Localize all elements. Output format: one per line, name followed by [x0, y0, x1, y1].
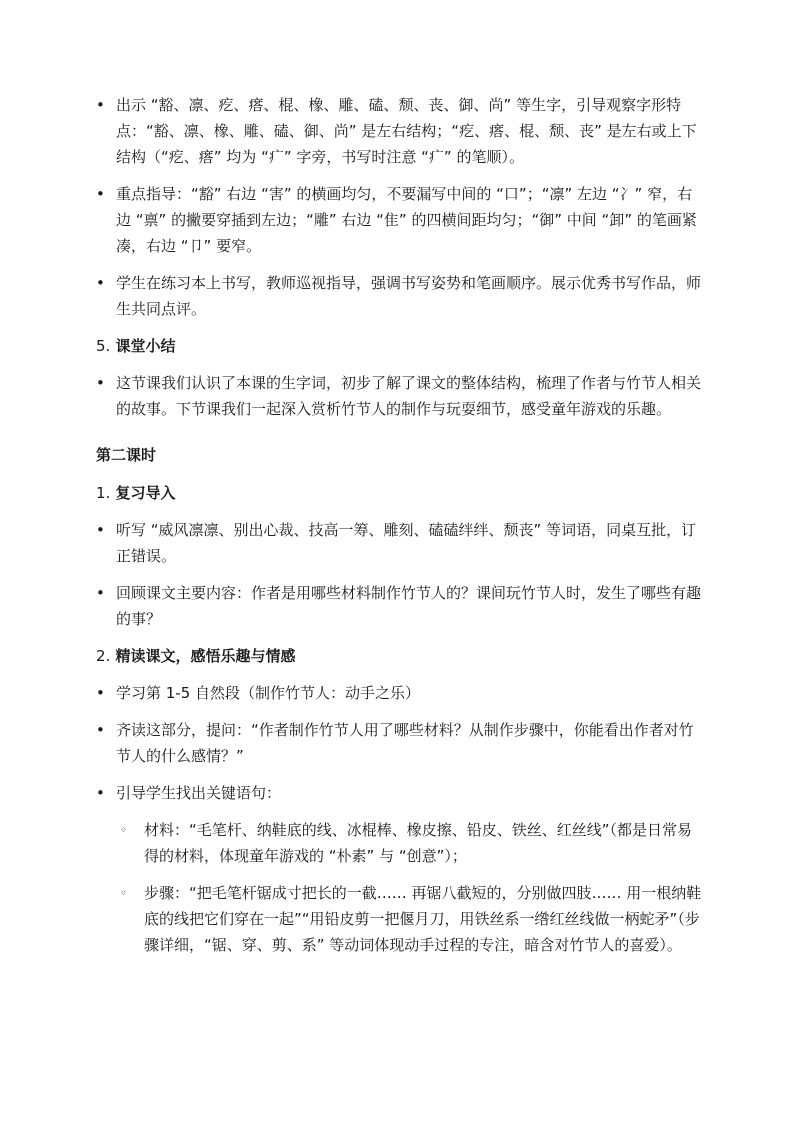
section-number: 2.	[96, 647, 111, 665]
sub-bullet-icon: ◦	[120, 823, 128, 837]
bullet-icon: •	[96, 374, 105, 392]
list-item	[96, 580, 702, 632]
bullet-icon: •	[96, 521, 105, 539]
list-item-text: 出示 “豁、凛、疙、瘩、棍、橡、雕、磕、颓、丧、御、尚” 等生字，引导观察字形特点：“豁、凛、橡、雕、磕、御、尚” 是左右结构；“疙、瘩、棍、颓、丧” 是左右或上下结构（“疙、瘩” 均为 “疒” 字旁，书写时注意 “疒” 的笔顺）。	[116, 96, 697, 166]
list-item-text: 听写 “威风凛凛、别出心裁、技高一筹、雕刻、磕磕绊绊、颓丧” 等词语，同桌互批，订正错误。	[116, 521, 697, 565]
lesson-title: 第二课时	[96, 446, 157, 464]
section-heading-summary	[96, 333, 702, 359]
sub-list-item	[96, 817, 702, 869]
section-heading-close-reading	[96, 643, 702, 669]
list-item	[96, 270, 702, 322]
document-content	[96, 92, 702, 969]
list-item-text: 齐读这部分，提问：“作者制作竹节人用了哪些材料？从制作步骤中，你能看出作者对竹节人的什么感情？”	[116, 721, 694, 765]
bullet-icon: •	[96, 96, 105, 114]
list-item	[96, 92, 702, 170]
section-title: 精读课文，感悟乐趣与情感	[115, 647, 296, 665]
list-item-text: 引导学生找出关键语句：	[116, 784, 282, 802]
section-title: 课堂小结	[115, 337, 176, 355]
list-item-text: 学习第 1-5 自然段（制作竹节人：动手之乐）	[116, 684, 421, 702]
list-item	[96, 370, 702, 422]
list-item	[96, 780, 702, 806]
list-item	[96, 517, 702, 569]
section-number: 1.	[96, 484, 111, 502]
list-item-text: 这节课我们认识了本课的生字词，初步了解了课文的整体结构，梳理了作者与竹节人相关的故事。下节课我们一起深入赏析竹节人的制作与玩耍细节，感受童年游戏的乐趣。	[116, 374, 702, 418]
list-item	[96, 680, 702, 706]
bullet-icon: •	[96, 684, 105, 702]
section-number: 5.	[96, 337, 111, 355]
bullet-icon: •	[96, 584, 105, 602]
bullet-icon: •	[96, 784, 105, 802]
list-item-text: 重点指导：“豁” 右边 “害” 的横画均匀，不要漏写中间的 “口”；“凛” 左边 “冫” 窄，右边 “禀” 的撇要穿插到左边；“雕” 右边 “隹” 的四横间距均匀；“御” 中间 “卸” 的笔画紧凑，右边 “卩” 要窄。	[116, 185, 697, 255]
section-heading-review	[96, 480, 702, 506]
list-item	[96, 717, 702, 769]
list-item-text: 回顾课文主要内容：作者是用哪些材料制作竹节人的？课间玩竹节人时，发生了哪些有趣的事？	[116, 584, 702, 628]
sub-list-item-text: 材料：“毛笔杆、纳鞋底的线、冰棍棒、橡皮擦、铅皮、铁丝、红丝线”（都是日常易得的材料，体现童年游戏的 “朴素” 与 “创意”）；	[144, 821, 693, 865]
bullet-icon: •	[96, 185, 105, 203]
list-item-text: 学生在练习本上书写，教师巡视指导，强调书写姿势和笔画顺序。展示优秀书写作品，师生共同点评。	[116, 274, 702, 318]
bullet-icon: •	[96, 274, 105, 292]
list-item	[96, 181, 702, 259]
section-title: 复习导入	[115, 484, 176, 502]
sub-list-item	[96, 880, 702, 958]
bullet-icon: •	[96, 721, 105, 739]
sub-bullet-icon: ◦	[120, 886, 128, 900]
sub-list-item-text: 步骤：“把毛笔杆锯成寸把长的一截…… 再锯八截短的，分别做四肢…… 用一根纳鞋底的线把它们穿在一起”“用铅皮剪一把偃月刀，用铁丝系一绺红丝线做一柄蛇矛”（步骤详细，“锯、穿、剪、系” 等动词体现动手过程的专注，暗含对竹节人的喜爱）。	[144, 884, 702, 954]
